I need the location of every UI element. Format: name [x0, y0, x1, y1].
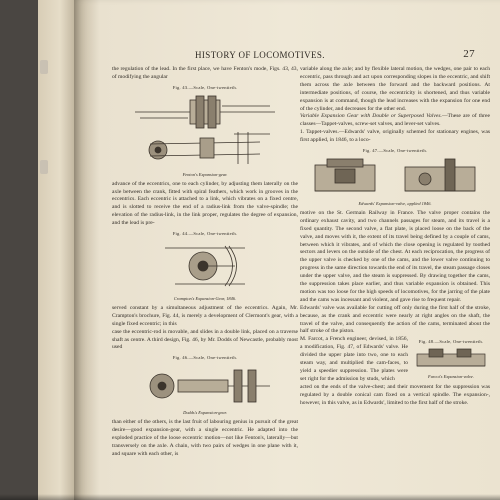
paragraph: 1. Tappet-valves.—Edwards' valve, originally schemed for stationary engines, was first applied, in 1846, to a loco- — [300, 129, 490, 144]
figure-caption: Farcot's Expansion-valve. — [428, 374, 474, 380]
engraving-crampton-gear — [155, 238, 255, 294]
figure-caption: Crampton's Expansion-Gear, 1846. — [173, 295, 237, 301]
paragraph: M. Farcot, a French engineer, devised, in 1856, a modification, Fig. 47, of Edwards' valve. He divided the upper plate into two, one to each steam way, and multiplied the cam-faces, to yield a speedier suppression. The plates were set right for the admission by studs, which — [300, 336, 408, 382]
figure-label: Fig. 43.—Scale, One-twentieth. — [172, 84, 238, 90]
text-run: advance of the eccentrics, one to each cylinder, by adjusting them laterally on the axle between the crank, fitted with spiral feathers, which work in grooves in the eccentrics. Each eccentric is attached to a link, which vibrates on a fixed centre, and is slotted to receive the end of a radius-link from the valve-spindle; the elevation of the radius-link, in the link proper, regulates the degree of expansion, and the lead is pre- — [112, 180, 298, 227]
page-tab — [40, 60, 48, 74]
figure-label: Fig. 46.—Scale, One-twentieth. — [172, 355, 238, 361]
text-run: —These are of three classes—Tappet-valves, screw-set valves, and lever-set valves. — [300, 113, 491, 128]
page-tab — [40, 160, 48, 174]
paragraph: Edwards' valve was available for cutting off only during the first half of the stroke, because, as the crank and eccentric were nearly at right angles on the shaft, the travel of the valve, and consequently the action of the cams, terminated about the half stroke of the piston. — [300, 304, 490, 335]
running-title: HISTORY OF LOCOMOTIVES. — [195, 50, 325, 60]
paragraph: than either of the others, is the last fruit of labouring genius in pursuit of the great desire—good expansion-gear, with a single eccentric. He adapted into the exploded practice of the loose eccentric motion—not like Fenton's, laterally—but transversely on the axle. A chain, with two pairs of wedges in one plane with it, and square with each other, is — [112, 419, 298, 457]
page-header — [95, 50, 475, 66]
section-heading: Variable Expansion Gear with Double or Superposed Valves. — [300, 113, 442, 120]
engraving-farcot-valve — [413, 346, 489, 372]
page-shadow — [0, 494, 500, 500]
left-column — [112, 66, 298, 459]
paragraph — [112, 181, 298, 228]
paragraph: served constant by a simultaneous adjustment of the eccentrics. Again, Mr. Crampton's brochure, Fig. 44, is merely a development of Clermont's gear, with a single fixed eccentric; in this — [112, 304, 298, 327]
engraving-edwards-valve — [305, 155, 485, 199]
paragraph: acted on the ends of the valve-chest; and their movement for the suppression was regulated by a double conical cam fixed on a vertical spindle. The expansion-, however, in this valve, as in Edwards', limited to the first half of the stroke. — [300, 383, 490, 406]
figure-44 — [112, 230, 298, 303]
figure-label: Fig. 48.—Scale, One-twentieth. — [418, 339, 484, 345]
paragraph: case the eccentric-rod is movable, and slides in a double link, placed on a traverse shaft as centre. A third design, Fig. 46, by Mr. Dodds of Newcastle, probably most used — [112, 328, 298, 351]
figure-48 — [412, 338, 490, 381]
figure-43 — [112, 84, 298, 179]
engraving-dodds-gear — [130, 362, 280, 408]
right-column — [300, 66, 490, 408]
paragraph: motive on the St. Germain Railway in France. The valve proper contains the ordinary exhaust cavity, and two channels passages for steam, and its travel is a fixed quantity. The second valve, a flat plate, is placed loose on the back of the valve, and moves with it, the extent of its travel being defined by a couple of cams, between which it vibrates, and of which the close opening is regulated by toothed sectors and levers on the outside of the chest. At each reciprocation, the progress of the upper valve is checked by one of the cams, and the lower valve continuing to progress in the same direction towards the end of its travel, the steam passage closes under the upper valve, and the steam is suppressed. By drawing together the cams, the suppression takes place earlier, and thus variable expansion is obtained. This motion was too loose for the high speeds of locomotives, for the jarring of the plate and the cams was incessant and violent, and gave rise to frequent repair. — [300, 209, 490, 303]
figure-caption: Dodds's Expansion-gear. — [183, 410, 227, 416]
engraving-fentons-gear — [130, 92, 280, 170]
figure-caption: Fenton's Expansion-gear. — [182, 171, 228, 177]
figure-label: Fig. 44.—Scale, One-twentieth. — [172, 231, 238, 237]
figure-caption: Edwards' Expansion-valve, applied 1846. — [358, 200, 432, 206]
figure-46 — [112, 354, 298, 417]
paragraph: the regulation of the lead. In the first place, we have Fenton's mode, Figs. 43, 43, of modifying the angular — [112, 66, 298, 80]
paragraph: variable along the axle; and by flexible lateral motion, the wedges, one pair to each eccentric, pass through and act upon corresponding slopes in the eccentric, and shift them across the axle between the forward and the backward positions. At intermediate positions, of course, the eccentricity is shortened, and thus variable expansion is at command, though the lead increases with the expansion for one end of the cylinder, and decreases for the other end. — [300, 66, 490, 112]
figure-47 — [300, 147, 490, 208]
page-number: 27 — [463, 48, 475, 60]
previous-page-edge — [38, 0, 78, 500]
figure-label: Fig. 47.—Scale, One-twentieth. — [362, 148, 428, 154]
paragraph — [300, 113, 490, 129]
